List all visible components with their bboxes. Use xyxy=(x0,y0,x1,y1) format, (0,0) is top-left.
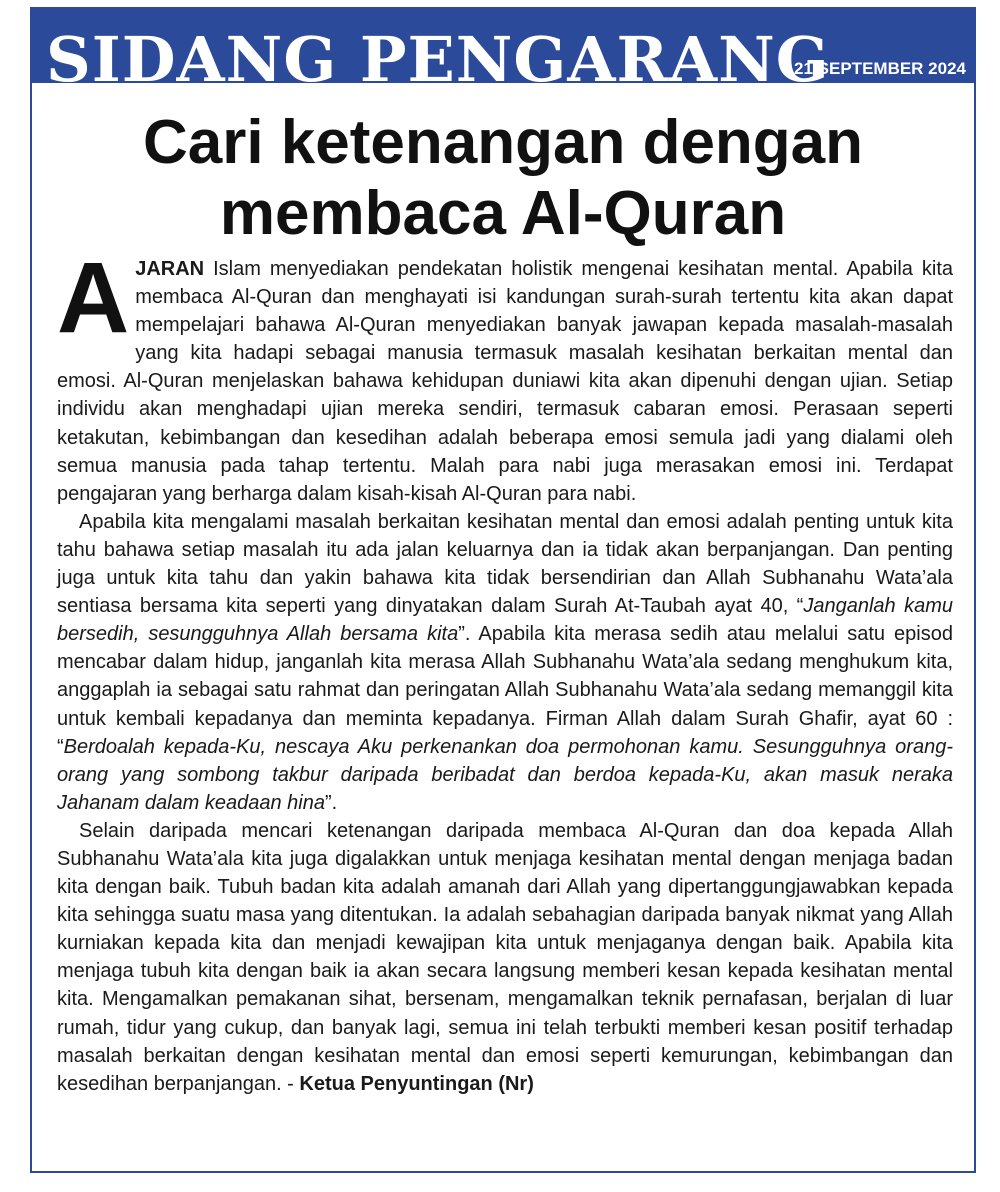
headline-line-2: membaca Al-Quran xyxy=(219,179,787,248)
drop-cap: A xyxy=(57,242,130,354)
headline xyxy=(32,107,974,249)
paragraph-3-text: Selain daripada mencari ketenangan daripada membaca Al-Quran dan doa kepada Allah Subhanahu Wata’ala kita juga digalakkan untuk menjaga kesihatan mental dengan menjaga badan kita dengan baik. Tubuh badan kita adalah amanah dari Allah yang dipertanggungjawabkan kepada kita sehingga suatu masa yang ditentukan. Ia adalah sebahagian daripada banyak nikmat yang Allah kurniakan kepada kita dan menjadi kewajipan kita untuk menjaganya dengan baik. Apabila kita menjaga tubuh kita dengan baik ia akan secara langsung memberi kesan kepada kesihatan mental kita. Mengamalkan pemakanan sihat, bersenam, mengamalkan teknik pernafasan, berjalan di luar rumah, tidur yang cukup, dan banyak lagi, semua ini telah terbukti memberi kesan positif terhadap masalah berkaitan dengan kesihatan mental dan emosi seperti kemurungan, kebimbangan dan kesedihan berpanjangan. - xyxy=(57,819,953,1095)
page-frame xyxy=(30,7,976,1173)
paragraph-1 xyxy=(57,242,953,508)
paragraph-2-text-a: Apabila kita mengalami masalah berkaitan kesihatan mental dan emosi adalah penting untuk kita tahu bahawa setiap masalah itu ada jalan keluarnya dan ia tidak akan berpanjangan. Dan penting juga untuk kita tahu dan yakin bahawa kita tidak bersendirian dan Allah Subhanahu Wata’ala sentiasa bersama kita seperti yang dinyatakan dalam Surah At-Taubah ayat 40, “ xyxy=(57,510,953,618)
author-signature: Ketua Penyuntingan (Nr) xyxy=(299,1072,534,1095)
headline-line-1: Cari ketenangan dengan xyxy=(142,108,864,177)
paragraph-2 xyxy=(57,508,953,817)
section-banner xyxy=(32,9,974,83)
paragraph-2-text-b: ”. Apabila kita merasa sedih atau melalui satu episod mencabar dalam hidup, janganlah kita merasa Allah Subhanahu Wata’ala sedang menghukum kita, anggaplah ia sebagai satu rahmat dan peringatan Allah Subhanahu Wata’ala sedang memanggil kita untuk kembali kepadanya dan meminta kepadanya. Firman Allah dalam Surah Ghafir, ayat 60 : “ xyxy=(57,623,953,758)
paragraph-2-text-c: ”. xyxy=(324,791,338,814)
paragraph-1-text: Islam menyediakan pendekatan holistik mengenai kesihatan mental. Apabila kita membaca Al-Quran dan menghayati isi kandungan surah-surah tertentu kita akan dapat mempelajari bahawa Al-Quran menyediakan banyak jawapan kepada masalah-masalah yang kita hadapi sebagai manusia termasuk masalah kesihatan berkaitan mental dan emosi. Al-Quran menjelaskan bahawa kehidupan duniawi kita akan dipenuhi dengan ujian. Setiap individu akan menghadapi ujian mereka sendiri, termasuk cabaran emosi. Perasaan seperti ketakutan, kebimbangan dan kesedihan adalah beberapa emosi semula jadi yang dialami oleh semua manusia pada tahap tertentu. Malah para nabi juga merasakan emosi ini. Terdapat pengajaran yang berharga dalam kisah-kisah Al-Quran para nabi. xyxy=(57,258,953,505)
quote-ghafir: Berdoalah kepada-Ku, nescaya Aku perkenankan doa permohonan kamu. Sesungguhnya orang-orang yang sombong takbur daripada beribadat dan berdoa kepada-Ku, akan masuk neraka Jahanam dalam keadaan hina xyxy=(57,735,953,814)
section-title: SIDANG PENGARANG xyxy=(46,23,830,83)
article-body xyxy=(57,242,953,1098)
quote-at-taubah: Janganlah kamu bersedih, sesungguhnya Allah bersama kita xyxy=(57,595,953,646)
lead-word: JARAN xyxy=(135,258,205,280)
publication-date: 21 SEPTEMBER 2024 xyxy=(794,59,966,78)
paragraph-3 xyxy=(57,817,953,1098)
